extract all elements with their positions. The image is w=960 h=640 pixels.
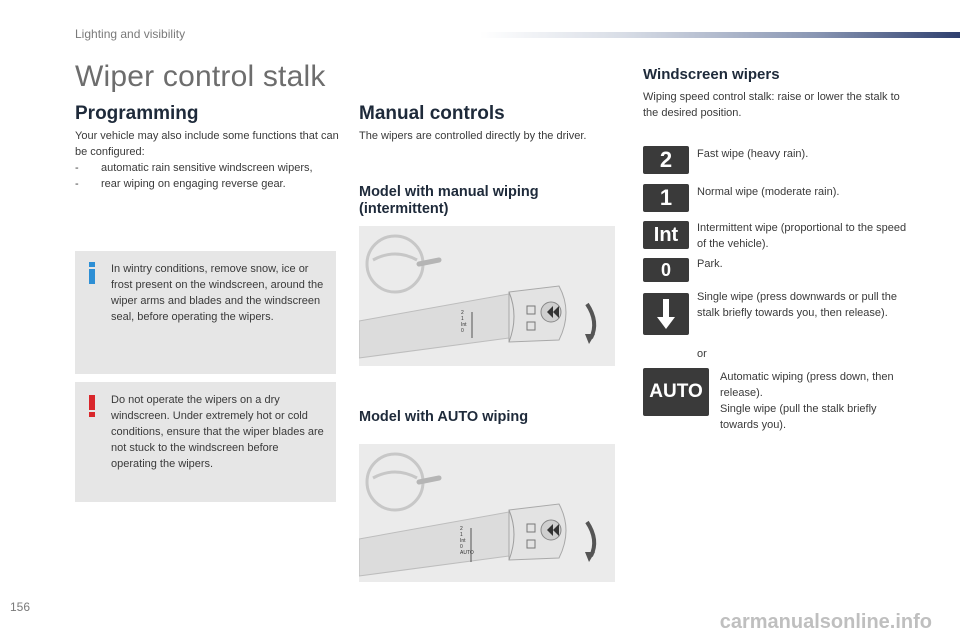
windscreen-wipers-intro: Wiping speed control stalk: raise or lower the stalk to the desired position. (643, 91, 900, 119)
position-1-badge: 1 (643, 184, 689, 212)
watermark: carmanualsonline.info (719, 611, 932, 633)
model-manual-heading: Model with manual wiping (intermittent) (359, 184, 539, 217)
programming-heading: Programming (75, 103, 199, 124)
auto-stalk-marks: 2 1 Int 0 AUTO (460, 526, 474, 556)
info-notice (75, 251, 336, 374)
position-int-badge: Int (643, 221, 689, 249)
programming-text (75, 128, 340, 192)
manual-stalk-drawing (359, 226, 615, 366)
position-int-desc: Intermittent wipe (proportional to the speed of the vehicle). (697, 222, 907, 250)
warning-notice (75, 382, 336, 502)
warning-notice-text: Do not operate the wipers on a dry windscreen. Under extremely hot or cold conditions, ensure that the wiper blades are not stuck to the windscreen before operating the wipers. (111, 394, 324, 470)
stalk-illustration-manual (359, 226, 615, 366)
list-item: - rear wiping on engaging reverse gear. (75, 178, 286, 190)
manual-stalk-marks: 2 1 Int 0 (461, 310, 467, 334)
manual-controls-heading: Manual controls (359, 103, 505, 124)
programming-intro: Your vehicle may also include some functions that can be configured: (75, 130, 339, 158)
warning-icon (85, 394, 99, 418)
single-wipe-desc: Single wipe (press downwards or pull the stalk briefly towards you, then release). (697, 291, 897, 319)
position-0-badge: 0 (643, 258, 689, 282)
position-2-badge: 2 (643, 146, 689, 174)
position-1-desc: Normal wipe (moderate rain). (697, 186, 840, 198)
auto-desc: Automatic wiping (press down, then release). Single wipe (pull the stalk briefly towards you). (720, 371, 894, 431)
down-arrow-icon (643, 293, 689, 335)
info-notice-text: In wintry conditions, remove snow, ice or frost present on the windscreen, around the wiper arms and blades and the windscreen seal, before operating the wipers. (111, 263, 324, 323)
windscreen-wipers-heading: Windscreen wipers (643, 66, 780, 83)
model-auto-heading: Model with AUTO wiping (359, 409, 529, 425)
or-label: or (697, 348, 707, 360)
stalk-illustration-auto (359, 444, 615, 582)
header-bar (480, 32, 960, 38)
list-item: - automatic rain sensitive windscreen wipers, (75, 162, 313, 174)
page-number: 156 (10, 600, 31, 614)
manual-controls-intro: The wipers are controlled directly by the driver. (359, 130, 587, 142)
page-title: Wiper control stalk (75, 60, 326, 93)
auto-badge: AUTO (643, 368, 709, 416)
section-label: Lighting and visibility (75, 27, 186, 41)
position-2-desc: Fast wipe (heavy rain). (697, 148, 809, 160)
info-icon (85, 261, 99, 285)
auto-stalk-drawing (359, 444, 615, 582)
position-0-desc: Park. (697, 258, 723, 270)
